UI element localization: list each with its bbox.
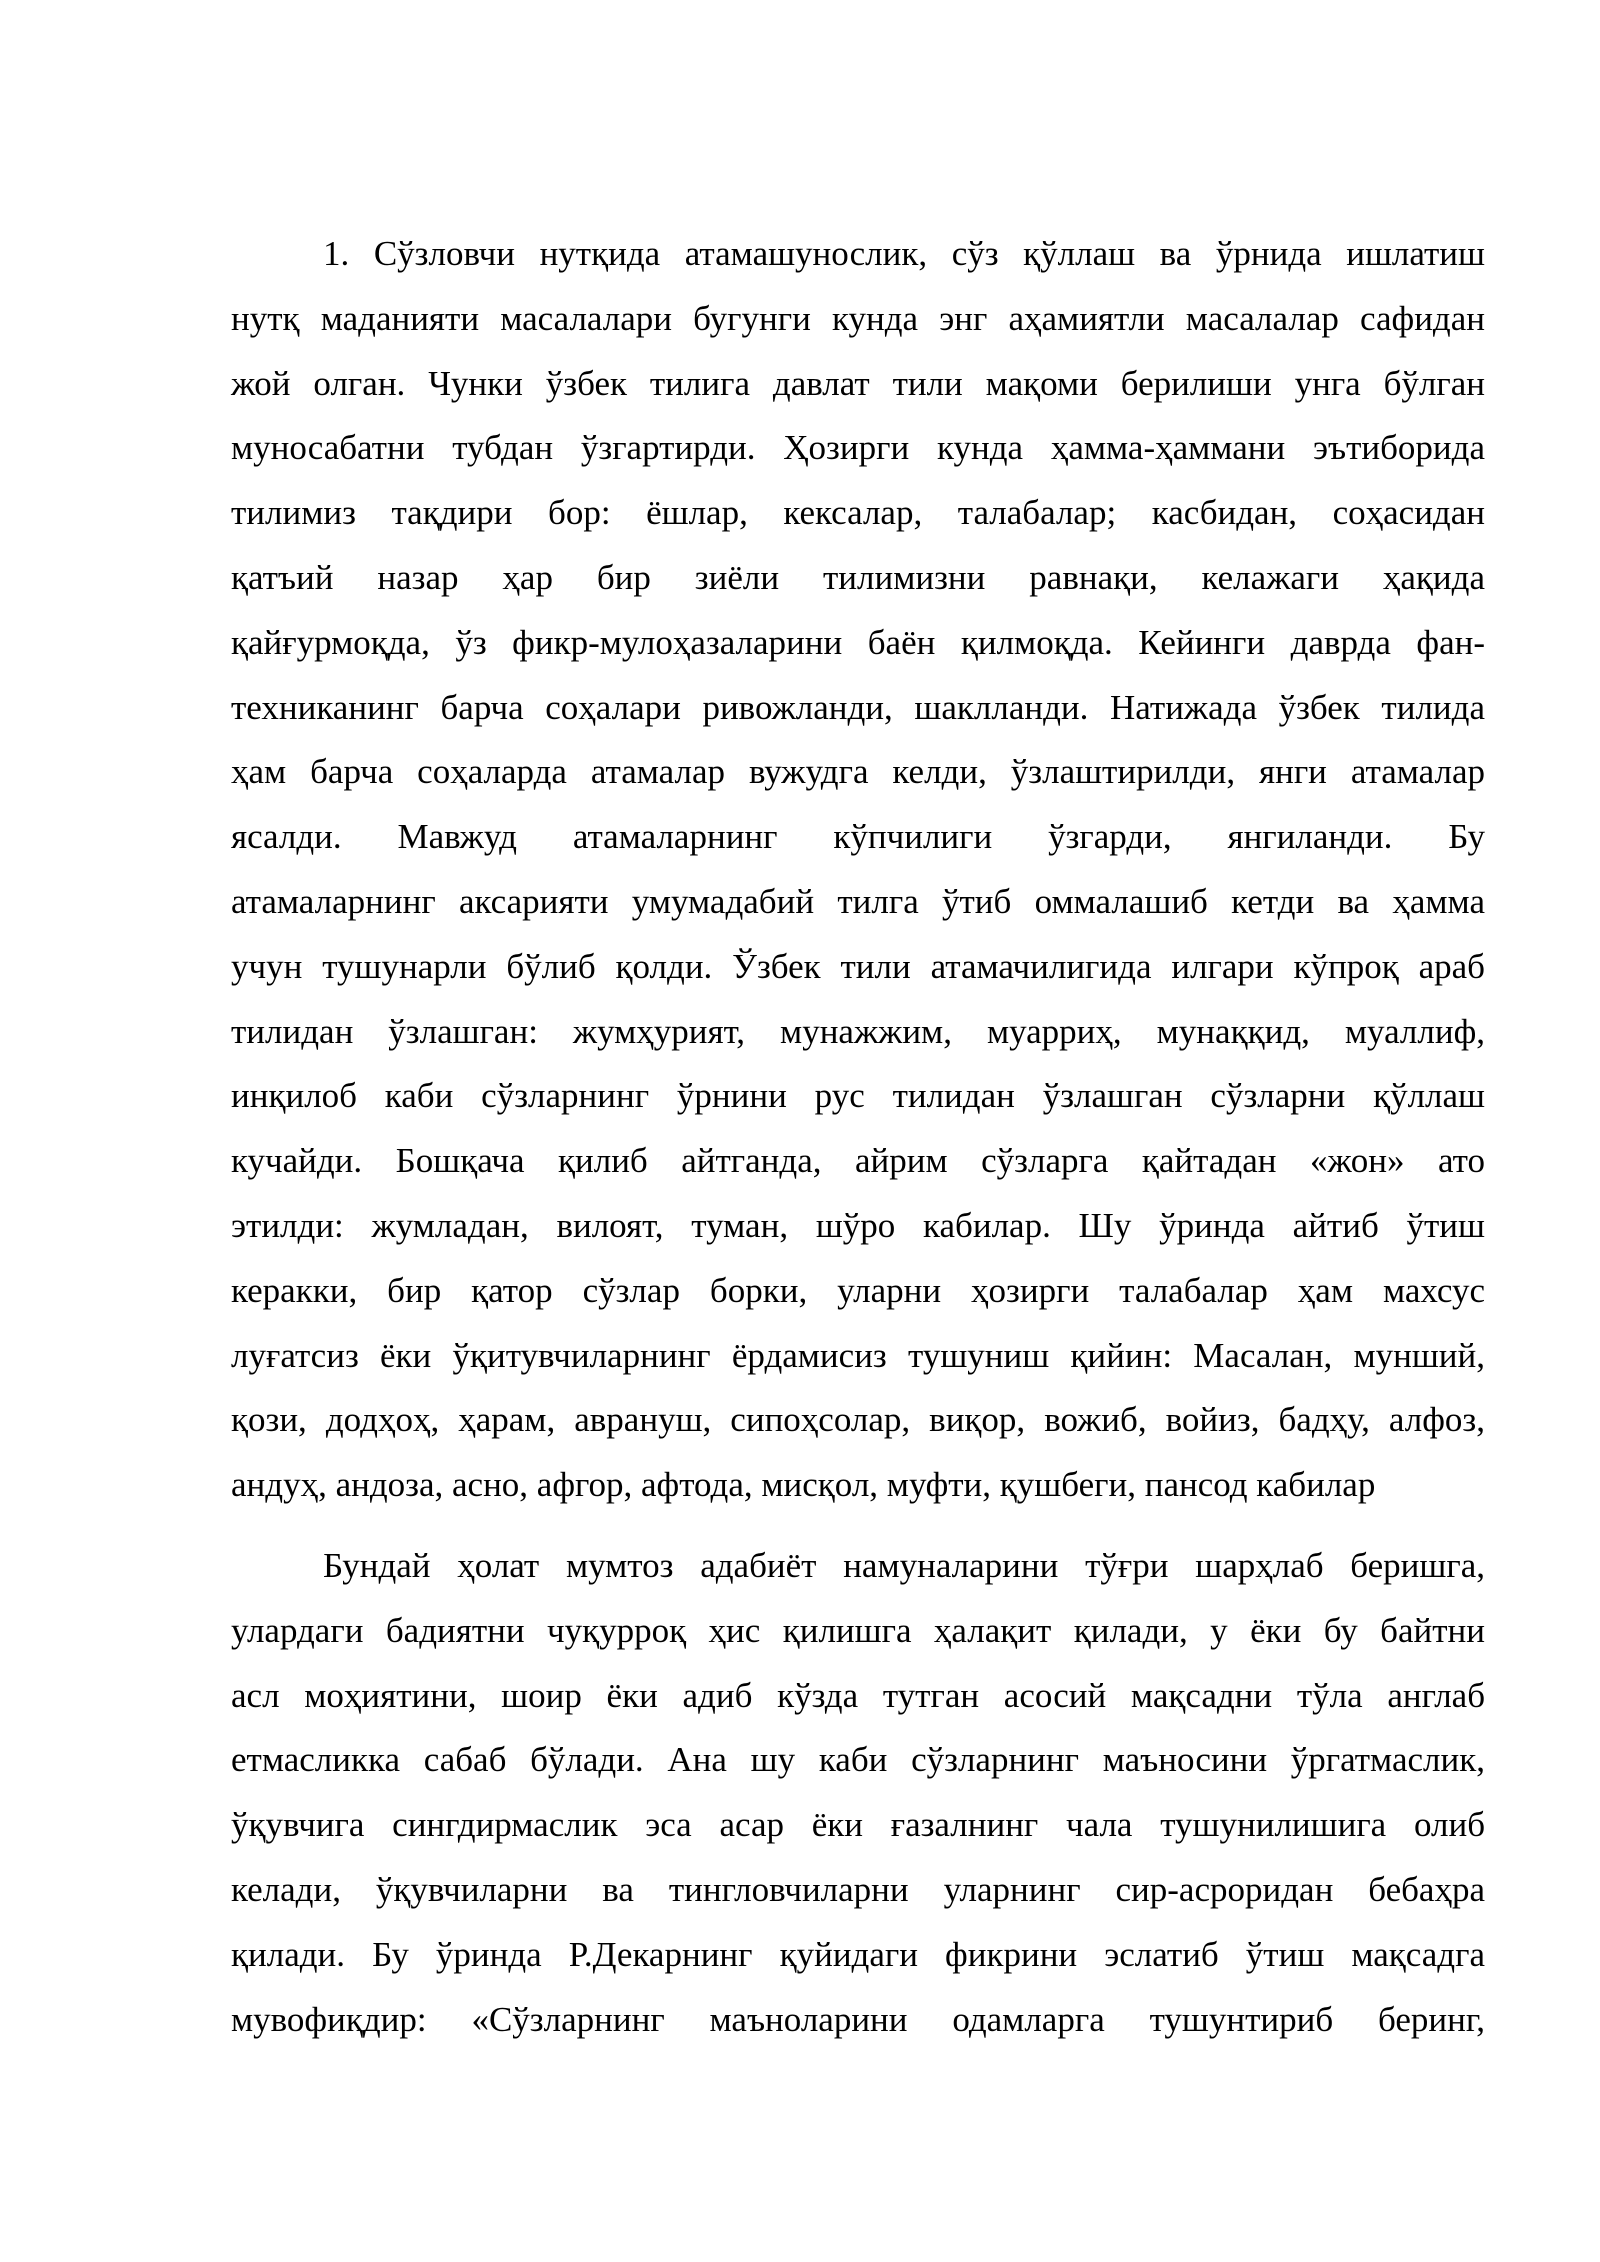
text-line: инқилоб каби сўзларнинг ўрнини рус тилидан ўзлашган сўзларни қўллаш [231, 1076, 1485, 1116]
text-line: ўқувчига сингдирмаслик эса асар ёки ғазалнинг чала тушунилишига олиб [231, 1805, 1485, 1845]
text-line: асл моҳиятини, шоир ёки адиб кўзда тутган асосий мақсадни тўла англаб [231, 1675, 1485, 1715]
text-line: керакки, бир қатор сўзлар борки, уларни ҳозирги талабалар ҳам махсус [231, 1270, 1485, 1310]
text-line: етмасликка сабаб бўлади. Ана шу каби сўзларнинг маъносини ўргатмаслик, [231, 1740, 1485, 1780]
text-line: ясалди. Мавжуд атамаларнинг кўпчилиги ўзгарди, янгиланди. Бу [231, 817, 1485, 857]
text-line: кучайди. Бошқача қилиб айтганда, айрим сўзларга қайтадан «жон» ато [231, 1141, 1485, 1181]
text-line: қайғурмоқда, ўз фикр-мулоҳазаларини баён қилмоқда. Кейинги даврда фан- [231, 622, 1485, 662]
paragraph-1 [231, 222, 1485, 1518]
text-line: техниканинг барча соҳалари ривожланди, шаклланди. Натижада ўзбек тилида [231, 687, 1485, 727]
text-line: муносабатни тубдан ўзгартирди. Ҳозирги кунда ҳамма-ҳаммани эътиборида [231, 428, 1485, 468]
text-line: тилимиз тақдири бор: ёшлар, кексалар, талабалар; касбидан, соҳасидан [231, 493, 1485, 533]
text-line: улардаги бадиятни чуқурроқ ҳис қилишга ҳалақит қилади, у ёки бу байтни [231, 1610, 1485, 1650]
text-line: қилади. Бу ўринда Р.Декарнинг қуйидаги фикрини эслатиб ўтиш мақсадга [231, 1934, 1485, 1974]
text-line: луғатсиз ёки ўқитувчиларнинг ёрдамисиз тушуниш қийин: Масалан, мунший, [231, 1335, 1485, 1375]
text-line: учун тушунарли бўлиб қолди. Ўзбек тили атамачилигида илгари кўпроқ араб [231, 946, 1485, 986]
text-line: этилди: жумладан, вилоят, туман, шўро кабилар. Шу ўринда айтиб ўтиш [231, 1205, 1485, 1245]
text-line: 1. Сўзловчи нутқида атамашунослик, сўз қўллаш ва ўрнида ишлатиш [323, 234, 1485, 273]
text-line: келади, ўқувчиларни ва тингловчиларни уларнинг сир-асроридан бебаҳра [231, 1869, 1485, 1909]
text-line: ҳам барча соҳаларда атамалар вужудга келди, ўзлаштирилди, янги атамалар [231, 752, 1485, 792]
text-line: тилидан ўзлашган: жумҳурият, мунажжим, муарриҳ, мунаққид, муаллиф, [231, 1011, 1485, 1051]
text-line: андуҳ, андоза, асно, афгор, афтода, мисқол, муфти, қушбеги, пансод кабилар [231, 1465, 1376, 1505]
text-line: мувофиқдир: «Сўзларнинг маъноларини одамларга тушунтириб беринг, [231, 1999, 1485, 2039]
text-line: Бундай ҳолат мумтоз адабиёт намуналарини тўғри шарҳлаб беришга, [323, 1546, 1485, 1585]
text-line: жой олган. Чунки ўзбек тилига давлат тили мақоми берилиши унга бўлган [231, 363, 1485, 403]
paragraph-2 [231, 1534, 1485, 2052]
text-line: қатъий назар ҳар бир зиёли тилимизни равнақи, келажаги ҳақида [231, 557, 1485, 597]
text-line: нутқ маданияти масалалари бугунги кунда энг аҳамиятли масалалар сафидан [231, 298, 1485, 338]
text-line: қози, додҳоҳ, ҳарам, аврануш, сипоҳсолар, виқор, вожиб, войиз, бадҳу, алфоз, [231, 1400, 1485, 1440]
text-line: атамаларнинг аксарияти умумадабий тилга ўтиб оммалашиб кетди ва ҳамма [231, 881, 1485, 921]
